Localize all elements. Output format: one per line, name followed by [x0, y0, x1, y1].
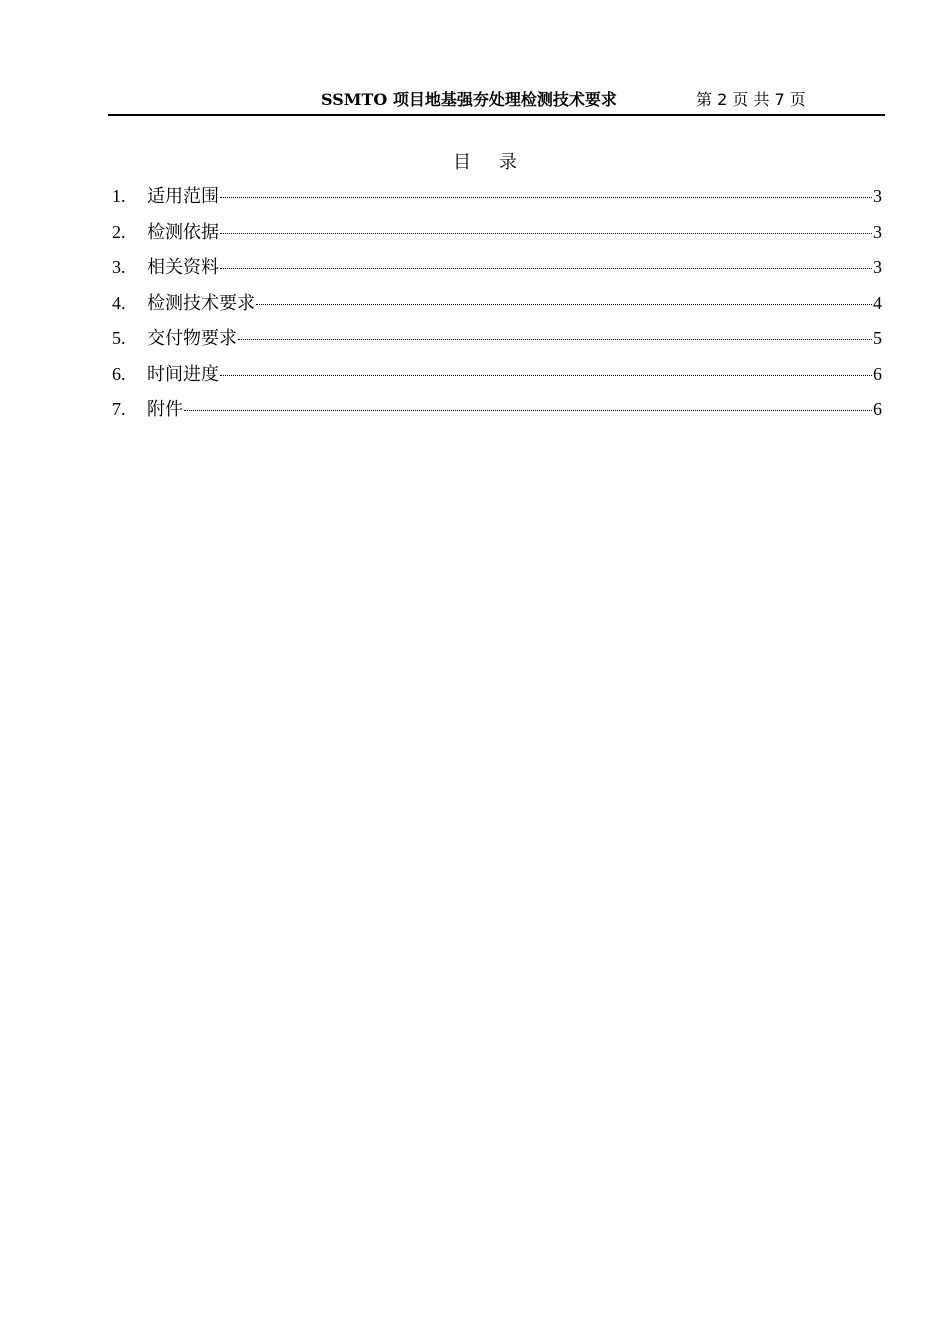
toc-item-scope[interactable] [112, 181, 882, 217]
toc-item-page: 6 [873, 399, 882, 419]
toc-dot-leader [238, 339, 872, 340]
page-number: 第 2 页 共 7 页 [696, 90, 806, 109]
toc-item-page: 4 [873, 292, 882, 313]
toc-item-attachments[interactable] [112, 394, 882, 430]
toc-item-label: 检测技术要求 [147, 292, 255, 314]
toc-heading: 目录 [453, 152, 545, 173]
toc-item-label: 交付物要求 [147, 328, 237, 349]
toc-item-number: 7. [112, 399, 126, 419]
toc-item-deliverables[interactable] [112, 323, 882, 359]
toc-item-label: 时间进度 [147, 363, 219, 385]
toc-item-label: 适用范围 [147, 186, 219, 207]
toc-item-page: 5 [873, 328, 882, 348]
toc-item-page: 3 [873, 221, 882, 242]
toc-item-number: 6. [112, 363, 126, 384]
toc-dot-leader [184, 410, 872, 411]
page-header [108, 84, 885, 116]
toc-item-schedule[interactable] [112, 359, 882, 395]
toc-dot-leader [220, 268, 872, 269]
toc-item-number: 4. [112, 292, 126, 313]
toc-dot-leader [220, 375, 872, 376]
toc-item-label: 检测依据 [147, 221, 219, 243]
toc-item-page: 3 [873, 257, 882, 277]
toc-item-number: 5. [112, 328, 126, 348]
toc-item-basis[interactable] [112, 217, 882, 253]
toc-dot-leader [220, 233, 872, 234]
toc-item-number: 2. [112, 221, 126, 242]
toc-item-technical-requirements[interactable] [112, 288, 882, 324]
toc-item-page: 6 [873, 363, 882, 384]
document-title: SSMTO 项目地基强夯处理检测技术要求 [321, 90, 617, 109]
toc-item-number: 3. [112, 257, 126, 277]
toc-dot-leader [220, 197, 872, 198]
toc-item-number: 1. [112, 186, 126, 206]
table-of-contents [112, 181, 882, 430]
toc-item-label: 附件 [147, 399, 183, 420]
toc-item-label: 相关资料 [147, 257, 219, 278]
toc-dot-leader [256, 304, 872, 305]
toc-item-materials[interactable] [112, 252, 882, 288]
toc-item-page: 3 [873, 186, 882, 206]
